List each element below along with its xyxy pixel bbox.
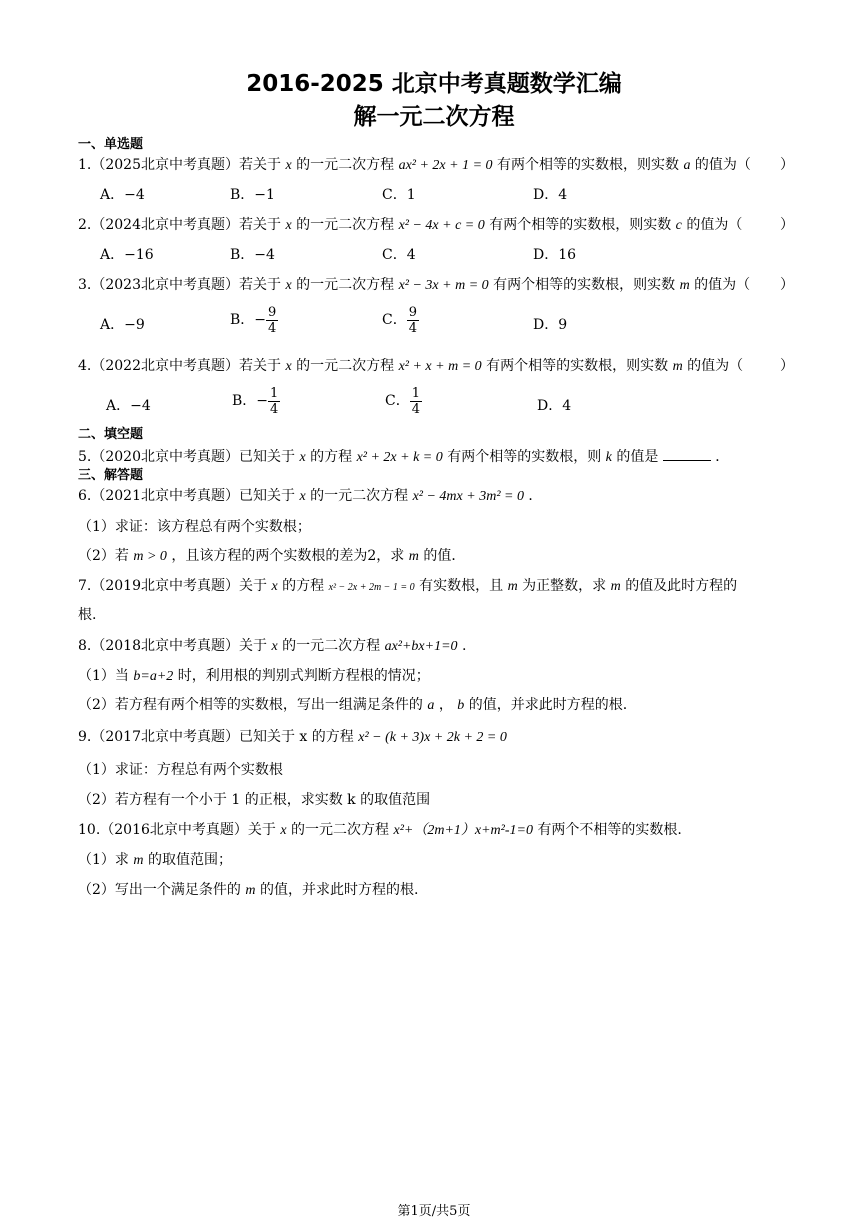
q3-equation: x² − 3x + m = 0 <box>398 278 489 293</box>
q2-option-a: A．−16 <box>100 247 154 263</box>
q3-param: m <box>679 278 690 293</box>
q10-part-1-variable: m <box>133 853 144 868</box>
question-9-stem <box>78 727 507 748</box>
q8-part-2 <box>78 695 627 716</box>
q4-variable: x <box>285 359 292 374</box>
q1-option-b: B．−1 <box>230 187 275 203</box>
q2-end: 的值为（ <box>686 217 743 233</box>
q8-equation: ax²+bx+1=0 <box>384 639 458 654</box>
section-heading-single-choice: 一、单选题 <box>78 137 144 152</box>
q8-part-2-b: 的值，并求此时方程的根. <box>468 697 628 713</box>
q10-equation: x²+（2m+1）x+m²-1=0 <box>393 823 533 838</box>
q9-part-2: （2）若方程有一个小于 1 的正根，求实数 k 的取值范围 <box>78 792 431 808</box>
q3-option-b-denominator: 4 <box>268 321 277 336</box>
q4-option-c-denominator: 4 <box>411 402 420 417</box>
question-6-stem <box>78 486 542 507</box>
q8-part-2-a: （2）若方程有两个相等的实数根，写出一组满足条件的 <box>78 697 423 713</box>
q3-option-c-label: C． <box>382 312 407 328</box>
q9-prefix: 9.（2017北京中考真题）已知关于 x 的方程 <box>78 729 354 745</box>
q5-prefix: 5.（2020北京中考真题）已知关于 <box>78 449 295 465</box>
section-heading-problems: 三、解答题 <box>78 468 144 483</box>
q3-option-b-label: B．− <box>230 312 267 328</box>
q4-option-b <box>232 386 280 417</box>
q2-suffix: 有两个相等的实数根，则实数 <box>489 217 672 233</box>
q1-equation: ax² + 2x + 1 = 0 <box>398 158 493 173</box>
q6-prefix: 6.（2021北京中考真题）已知关于 <box>78 488 295 504</box>
q7-continuation: 根. <box>78 607 97 623</box>
question-1-stem <box>78 155 751 176</box>
q8-prefix: 8.（2018北京中考真题）关于 <box>78 638 267 654</box>
q6-variable: x <box>299 489 306 504</box>
document-subtitle: 解一元二次方程 <box>353 104 515 130</box>
q2-variable: x <box>285 218 292 233</box>
q3-option-b <box>230 305 278 336</box>
question-8-stem <box>78 636 466 657</box>
q4-option-b-fraction <box>268 386 280 417</box>
q1-option-d: D．4 <box>533 187 568 203</box>
q1-variable: x <box>285 158 292 173</box>
q2-option-b: B．−4 <box>230 247 275 263</box>
q1-prefix: 1.（2025北京中考真题）若关于 <box>78 157 281 173</box>
q4-end: 的值为（ <box>687 358 744 374</box>
q8-part-2-var-b: b <box>457 698 465 713</box>
q10-part-1 <box>78 850 232 871</box>
q3-option-c <box>382 305 419 336</box>
q7-suffix-a: 有实数根，且 <box>419 578 504 594</box>
question-5-stem <box>78 446 729 468</box>
q4-param: m <box>672 359 683 374</box>
section-heading-fill-blank: 二、填空题 <box>78 427 144 442</box>
q5-suffix: 有两个相等的实数根，则 <box>447 449 602 465</box>
q10-part-1-b: 的取值范围； <box>147 852 232 868</box>
question-10-stem <box>78 820 682 841</box>
q6-part-2-c: 的值． <box>423 548 466 564</box>
q6-part-2-variable: m <box>408 549 419 564</box>
q2-prefix: 2.（2024北京中考真题）若关于 <box>78 217 281 233</box>
q7-prefix: 7.（2019北京中考真题）关于 <box>78 578 267 594</box>
q3-option-d: D．9 <box>533 317 568 333</box>
q10-part-2-a: （2）写出一个满足条件的 <box>78 882 241 898</box>
q6-part-2-b: ，且该方程的两个实数根的差为2，求 <box>171 548 405 564</box>
q10-prefix: 10.（2016北京中考真题）关于 <box>78 822 276 838</box>
question-4-stem <box>78 356 743 377</box>
q3-option-b-fraction <box>266 305 278 336</box>
q3-option-a: A．−9 <box>100 317 145 333</box>
question-7-stem <box>78 576 737 598</box>
q4-option-b-numerator: 1 <box>270 386 279 401</box>
q5-variable: x <box>299 450 306 465</box>
question-2-stem <box>78 215 742 236</box>
q4-option-c-label: C． <box>385 393 410 409</box>
q8-end: . <box>462 638 467 654</box>
q3-suffix: 有两个相等的实数根，则实数 <box>493 277 676 293</box>
q8-variable: x <box>271 639 278 654</box>
q4-option-c-fraction <box>410 386 422 417</box>
q7-suffix-c: 的值及此时方程的 <box>625 578 738 594</box>
q3-mid: 的一元二次方程 <box>296 277 395 293</box>
q5-mid: 的方程 <box>310 449 353 465</box>
q4-option-b-label: B．− <box>232 393 269 409</box>
q4-option-c-numerator: 1 <box>411 386 420 401</box>
q5-end: 的值是 <box>616 449 659 465</box>
q4-suffix: 有两个相等的实数根，则实数 <box>486 358 669 374</box>
q4-prefix: 4.（2022北京中考真题）若关于 <box>78 358 281 374</box>
q3-answer-paren: ） <box>780 277 794 293</box>
q4-option-c <box>385 386 422 417</box>
q3-option-c-numerator: 9 <box>408 305 417 320</box>
q1-option-c: C．1 <box>382 187 416 203</box>
q10-mid: 的一元二次方程 <box>291 822 390 838</box>
q3-end: 的值为（ <box>694 277 751 293</box>
q7-equation: x² − 2x + 2m − 1 = 0 <box>328 582 415 593</box>
q8-mid: 的一元二次方程 <box>282 638 381 654</box>
q5-period: ． <box>715 449 730 465</box>
q10-part-2-variable: m <box>245 883 256 898</box>
q10-suffix: 有两个不相等的实数根. <box>537 822 682 838</box>
q8-part-2-sep: ， <box>438 697 453 713</box>
question-3-stem <box>78 275 750 296</box>
q3-variable: x <box>285 278 292 293</box>
q5-answer-blank[interactable] <box>663 446 711 461</box>
q3-prefix: 3.（2023北京中考真题）若关于 <box>78 277 281 293</box>
q9-equation: x² − (k + 3)x + 2k + 2 = 0 <box>358 730 507 745</box>
q7-param-2: m <box>610 579 621 594</box>
q10-part-2-b: 的值，并求此时方程的根. <box>259 882 419 898</box>
q3-option-c-denominator: 4 <box>408 321 417 336</box>
q8-part-1-condition: b=a+2 <box>133 669 174 684</box>
q3-option-b-numerator: 9 <box>268 305 277 320</box>
q6-part-2 <box>78 546 465 567</box>
q6-end: ． <box>528 488 543 504</box>
q10-part-1-a: （1）求 <box>78 852 129 868</box>
q4-answer-paren: ） <box>780 358 794 374</box>
q2-mid: 的一元二次方程 <box>296 217 395 233</box>
q4-equation: x² + x + m = 0 <box>398 359 482 374</box>
q7-suffix-b: 为正整数，求 <box>522 578 607 594</box>
q8-part-2-var-a: a <box>427 698 435 713</box>
q2-option-d: D．16 <box>533 247 577 263</box>
q5-equation: x² + 2x + k = 0 <box>356 450 443 465</box>
q1-option-a: A．−4 <box>100 187 145 203</box>
q2-option-c: C．4 <box>382 247 416 263</box>
q7-mid: 的方程 <box>282 578 325 594</box>
q8-part-1-b: 时，利用根的判别式判断方程根的情况； <box>177 668 430 684</box>
q4-option-d: D．4 <box>537 398 572 414</box>
q3-option-c-fraction <box>407 305 419 336</box>
q1-mid: 的一元二次方程 <box>296 157 395 173</box>
q4-mid: 的一元二次方程 <box>296 358 395 374</box>
q4-option-b-denominator: 4 <box>270 402 279 417</box>
q9-part-1: （1）求证：方程总有两个实数根 <box>78 762 283 778</box>
q1-param: a <box>683 158 691 173</box>
q8-part-1-a: （1）当 <box>78 668 129 684</box>
q6-part-2-a: （2）若 <box>78 548 129 564</box>
q6-equation: x² − 4mx + 3m² = 0 <box>412 489 524 504</box>
q6-part-1: （1）求证：该方程总有两个实数根； <box>78 519 311 535</box>
q2-answer-paren: ） <box>780 217 794 233</box>
page-number: 第1页/共5页 <box>397 1204 471 1219</box>
q10-variable: x <box>280 823 287 838</box>
q10-part-2 <box>78 880 418 901</box>
q8-part-1 <box>78 666 430 687</box>
q2-param: c <box>675 218 682 233</box>
q6-mid: 的一元二次方程 <box>310 488 409 504</box>
q6-part-2-condition: m > 0 <box>133 549 167 564</box>
q4-option-a: A．−4 <box>106 398 151 414</box>
document-title: 2016-2025 北京中考真题数学汇编 <box>246 71 622 97</box>
q1-suffix: 有两个相等的实数根，则实数 <box>497 157 679 173</box>
q7-variable: x <box>271 579 278 594</box>
q1-end: 的值为（ <box>694 157 751 173</box>
q2-equation: x² − 4x + c = 0 <box>398 218 485 233</box>
q5-param: k <box>605 450 612 465</box>
q7-param: m <box>507 579 518 594</box>
q1-answer-paren: ） <box>780 157 794 173</box>
